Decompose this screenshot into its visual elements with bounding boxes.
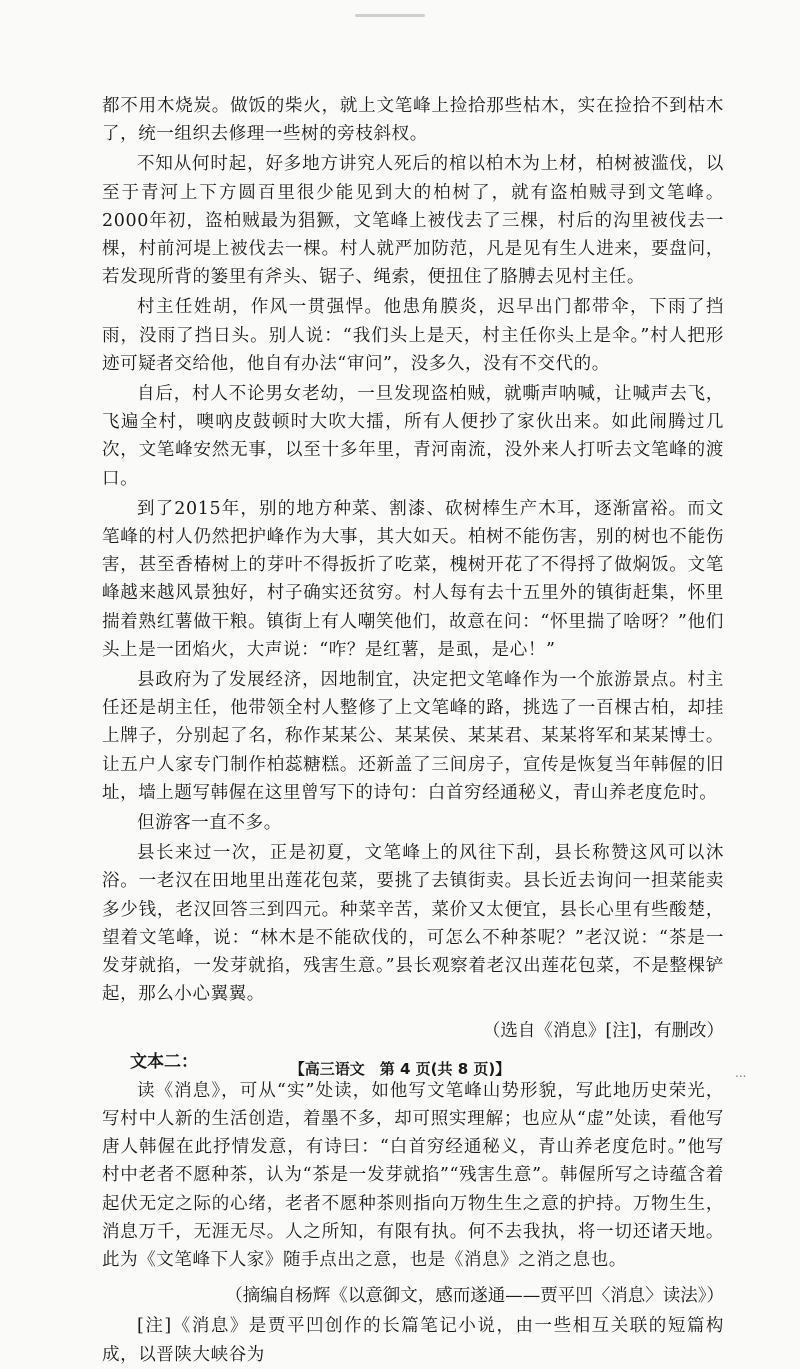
paragraph-3: 村主任姓胡，作风一贯强悍。他患角膜炎，迟早出门都带伞，下雨了挡雨，没雨了挡日头。别人说：“我们头上是天，村主任你头上是伞。”村人把形迹可疑者交给他，他自有办法“审问”，没多久，没有不交代的。 [102, 297, 724, 374]
paragraph-5: 到了2015年，别的地方种菜、割漆、砍树棒生产木耳，逐渐富裕。而文笔峰的村人仍然把护峰作为大事，其大如天。柏树不能伤害，别的树也不能伤害，甚至香椿树上的芽叶不得扳折了吃菜，槐树开花了不得捋了做焖饭。文笔峰越来越风景独好，村子确实还贫穷。村人每有去十五里外的镇街赶集，怀里揣着熟红薯做干粮。镇街上有人嘲笑他们，故意在问：“怀里揣了啥呀？”他们头上是一团焰火，大声说：“咋？是红薯，是虱，是心！” [102, 498, 724, 660]
text-two-paragraph: 读《消息》，可从“实”处读，如他写文笔峰山势形貌，写此地历史荣光，写村中人新的生活创造，着墨不多，却可照实理解；也应从“虚”处读，看他写唐人韩偓在此抒情发意，有诗曰：“白首穷经通秘义，青山养老度危时。”他写村中老者不愿种茶，认为“茶是一发芽就掐”“残害生意”。韩偓所写之诗蕴含着起伏无定之际的心绪，老者不愿种茶则指向万物生生之意的护持。万物生生，消息万千，无涯无尽。人之所知，有限有执。何不去我执，将一切还诸天地。此为《文笔峰下人家》随手点出之意，也是《消息》之消之息也。 [102, 1080, 724, 1270]
text-two-heading: 文本二： [130, 1051, 198, 1072]
text-one [102, 92, 724, 1045]
text-one-source: （选自《消息》[注]，有删改） [482, 1020, 724, 1041]
paragraph-2: 不知从何时起，好多地方讲究人死后的棺以柏木为上材，柏树被滥伐，以至于青河上下方圆百里很少能见到大的柏树了，就有盗柏贼寻到文笔峰。2000年初，盗柏贼最为猖獗，文笔峰上被伐去了三棵，村后的沟里被伐去一棵，村前河堤上被伐去一棵。村人就严加防范，凡是见有生人进来，要盘问，若发现所背的篓里有斧头、锯子、绳索，便扭住了胳膊去见村主任。 [102, 154, 724, 288]
paragraph-1: 都不用木烧炭。做饭的柴火，就上文笔峰上捡拾那些枯木，实在捡拾不到枯木了，统一组织去修理一些树的旁枝斜杈。 [102, 96, 724, 145]
scan-mark [355, 14, 425, 17]
footer-dots: ... [735, 1066, 747, 1080]
paragraph-7: 但游客一直不多。 [137, 813, 282, 834]
paragraph-6: 县政府为了发展经济，因地制宜，决定把文笔峰作为一个旅游景点。村主任还是胡主任，他带领全村人整修了上文笔峰的路，挑选了一百棵古柏，却挂上牌子，分别起了名，称作某某公、某某侯、某某君、某某将军和某某博士。让五户人家专门制作柏蕊糖糕。还新盖了三间房子，宣传是恢复当年韩偓的旧址，墙上题写韩偓在这里曾写下的诗句：白首穷经通秘义，青山养老度危时。 [102, 670, 724, 803]
text-two-source: （摘编自杨辉《以意御文，感而遂通——贾平凹〈消息〉读法》） [225, 1286, 724, 1307]
paragraph-8: 县长来过一次，正是初夏，文笔峰上的风往下刮，县长称赞这风可以沐浴。一老汉在田地里出莲花包菜，要挑了去镇街卖。县长近去询问一担菜能卖多少钱，老汉回答三到四元。种菜辛苦，菜价又太便宜，县长心里有些酸楚，望着文笔峰，说：“林木是不能砍伐的，可怎么不种茶呢？”老汉说：“茶是一发芽就掐，一发芽就掐，残害生意。”县长观察着老汉出莲花包菜，不是整棵铲起，那么小心翼翼。 [102, 843, 724, 1005]
paragraph-4: 自后，村人不论男女老幼，一旦发现盗柏贼，就嘶声呐喊，让喊声去飞，飞遍全村，噢吶皮鼓顿时大吹大擂，所有人便抄了家伙出来。如此闹腾过几次，文笔峰安然无事，以至十多年里，青河南流，没外来人打听去文笔峰的渡口。 [102, 384, 724, 489]
page-footer: 【高三语文 第 4 页(共 8 页)】 [289, 1060, 511, 1078]
footnote: [注]《消息》是贾平凹创作的长篇笔记小说，由一些相互关联的短篇构成，以晋陕大峡谷为 [102, 1316, 724, 1365]
text-two [102, 1047, 724, 1369]
exam-page-body [102, 92, 724, 1369]
